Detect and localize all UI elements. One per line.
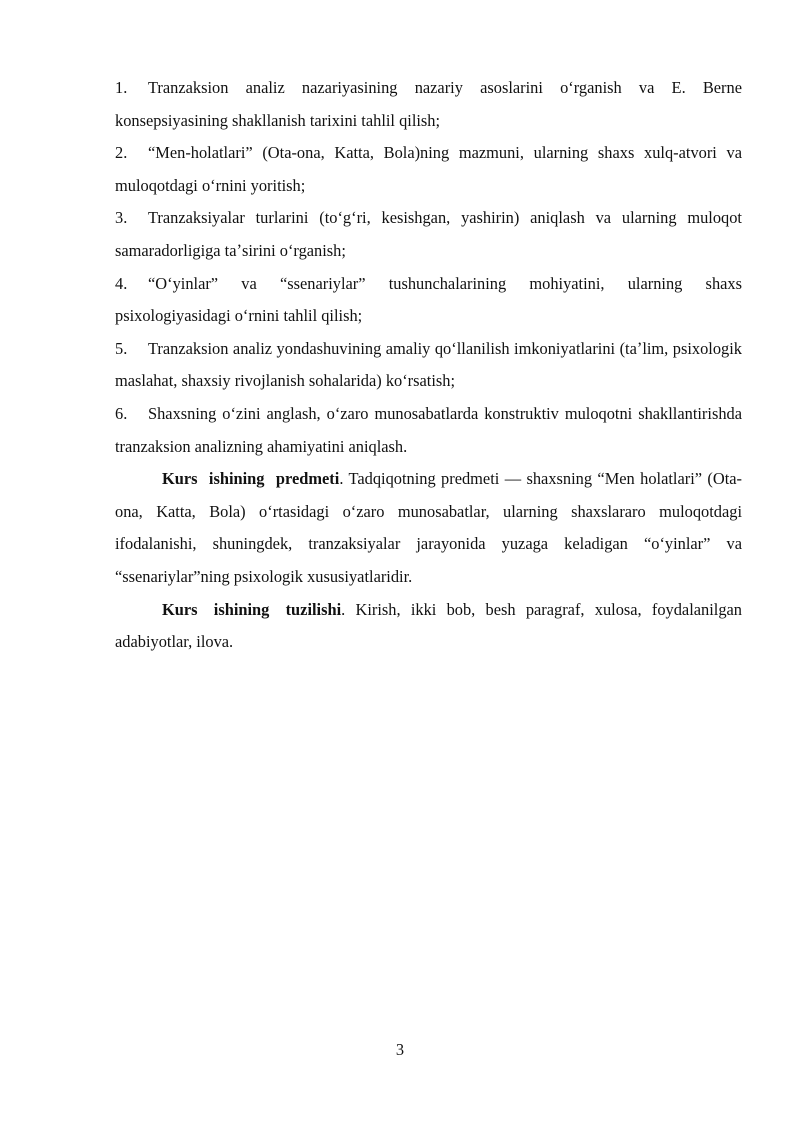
task-number: 3. bbox=[115, 208, 128, 228]
task-item-4 bbox=[115, 268, 742, 333]
task-text: Shaxsning oʻzini anglash, oʻzaro munosabatlarda konstruktiv muloqotni shakllantirishda tranzaksion analizning ahamiyatini aniqlash. bbox=[115, 403, 742, 456]
task-number: 5. bbox=[115, 338, 128, 358]
structure-paragraph bbox=[115, 594, 742, 659]
subject-text: . Tadqiqotning predmeti — shaxsning “Men holatlari” (Ota-ona, Katta, Bola) oʻrtasidagi oʻzaro munosabatlar, ularning shaxslararo muloqotdagi ifodalanishi, shuningdek, tranzaksiyalar jarayonida yuzaga keladigan “oʻyinlar” va “ssenariylar”ning psixologik xususiyatlaridir. bbox=[115, 469, 742, 586]
task-number: 4. bbox=[115, 273, 128, 293]
document-body bbox=[115, 72, 742, 659]
task-item-6 bbox=[115, 398, 742, 463]
task-number: 6. bbox=[115, 403, 128, 423]
task-item-5 bbox=[115, 333, 742, 398]
task-number: 1. bbox=[115, 78, 128, 97]
task-text: “Men-holatlari” (Ota-ona, Katta, Bola)ning mazmuni, ularning shaxs xulq-atvori va muloqotdagi oʻrnini yoritish; bbox=[115, 143, 742, 195]
task-text: Tranzaksion analiz yondashuvining amaliy qoʻllanilish imkoniyatlarini (taʼlim, psixologik maslahat, shaxsiy rivojlanish sohalarida) koʻrsatish; bbox=[115, 338, 742, 391]
page-number: 3 bbox=[395, 1040, 405, 1059]
task-item-1 bbox=[115, 72, 742, 137]
subject-paragraph bbox=[115, 463, 742, 593]
task-item-3 bbox=[115, 202, 742, 267]
structure-heading: Kurs ishining tuzilishi bbox=[162, 599, 342, 619]
task-item-2 bbox=[115, 137, 742, 202]
task-number: 2. bbox=[115, 143, 128, 163]
structure-text: . Kirish, ikki bob, besh paragraf, xulosa, foydalanilgan adabiyotlar, ilova. bbox=[115, 599, 743, 652]
task-text: Tranzaksiyalar turlarini (toʻgʻri, kesishgan, yashirin) aniqlash va ularning muloqot samaradorligiga taʼsirini oʻrganish; bbox=[115, 208, 742, 260]
task-text: “Oʻyinlar” va “ssenariylar” tushunchalarining mohiyatini, ularning shaxs psixologiyasidagi oʻrnini tahlil qilish; bbox=[115, 273, 742, 326]
subject-heading: Kurs ishining predmeti bbox=[162, 469, 340, 489]
task-text: Tranzaksion analiz nazariyasining nazariy asoslarini oʻrganish va E. Berne konsepsiyasining shakllanish tarixini tahlil qilish; bbox=[115, 78, 742, 130]
